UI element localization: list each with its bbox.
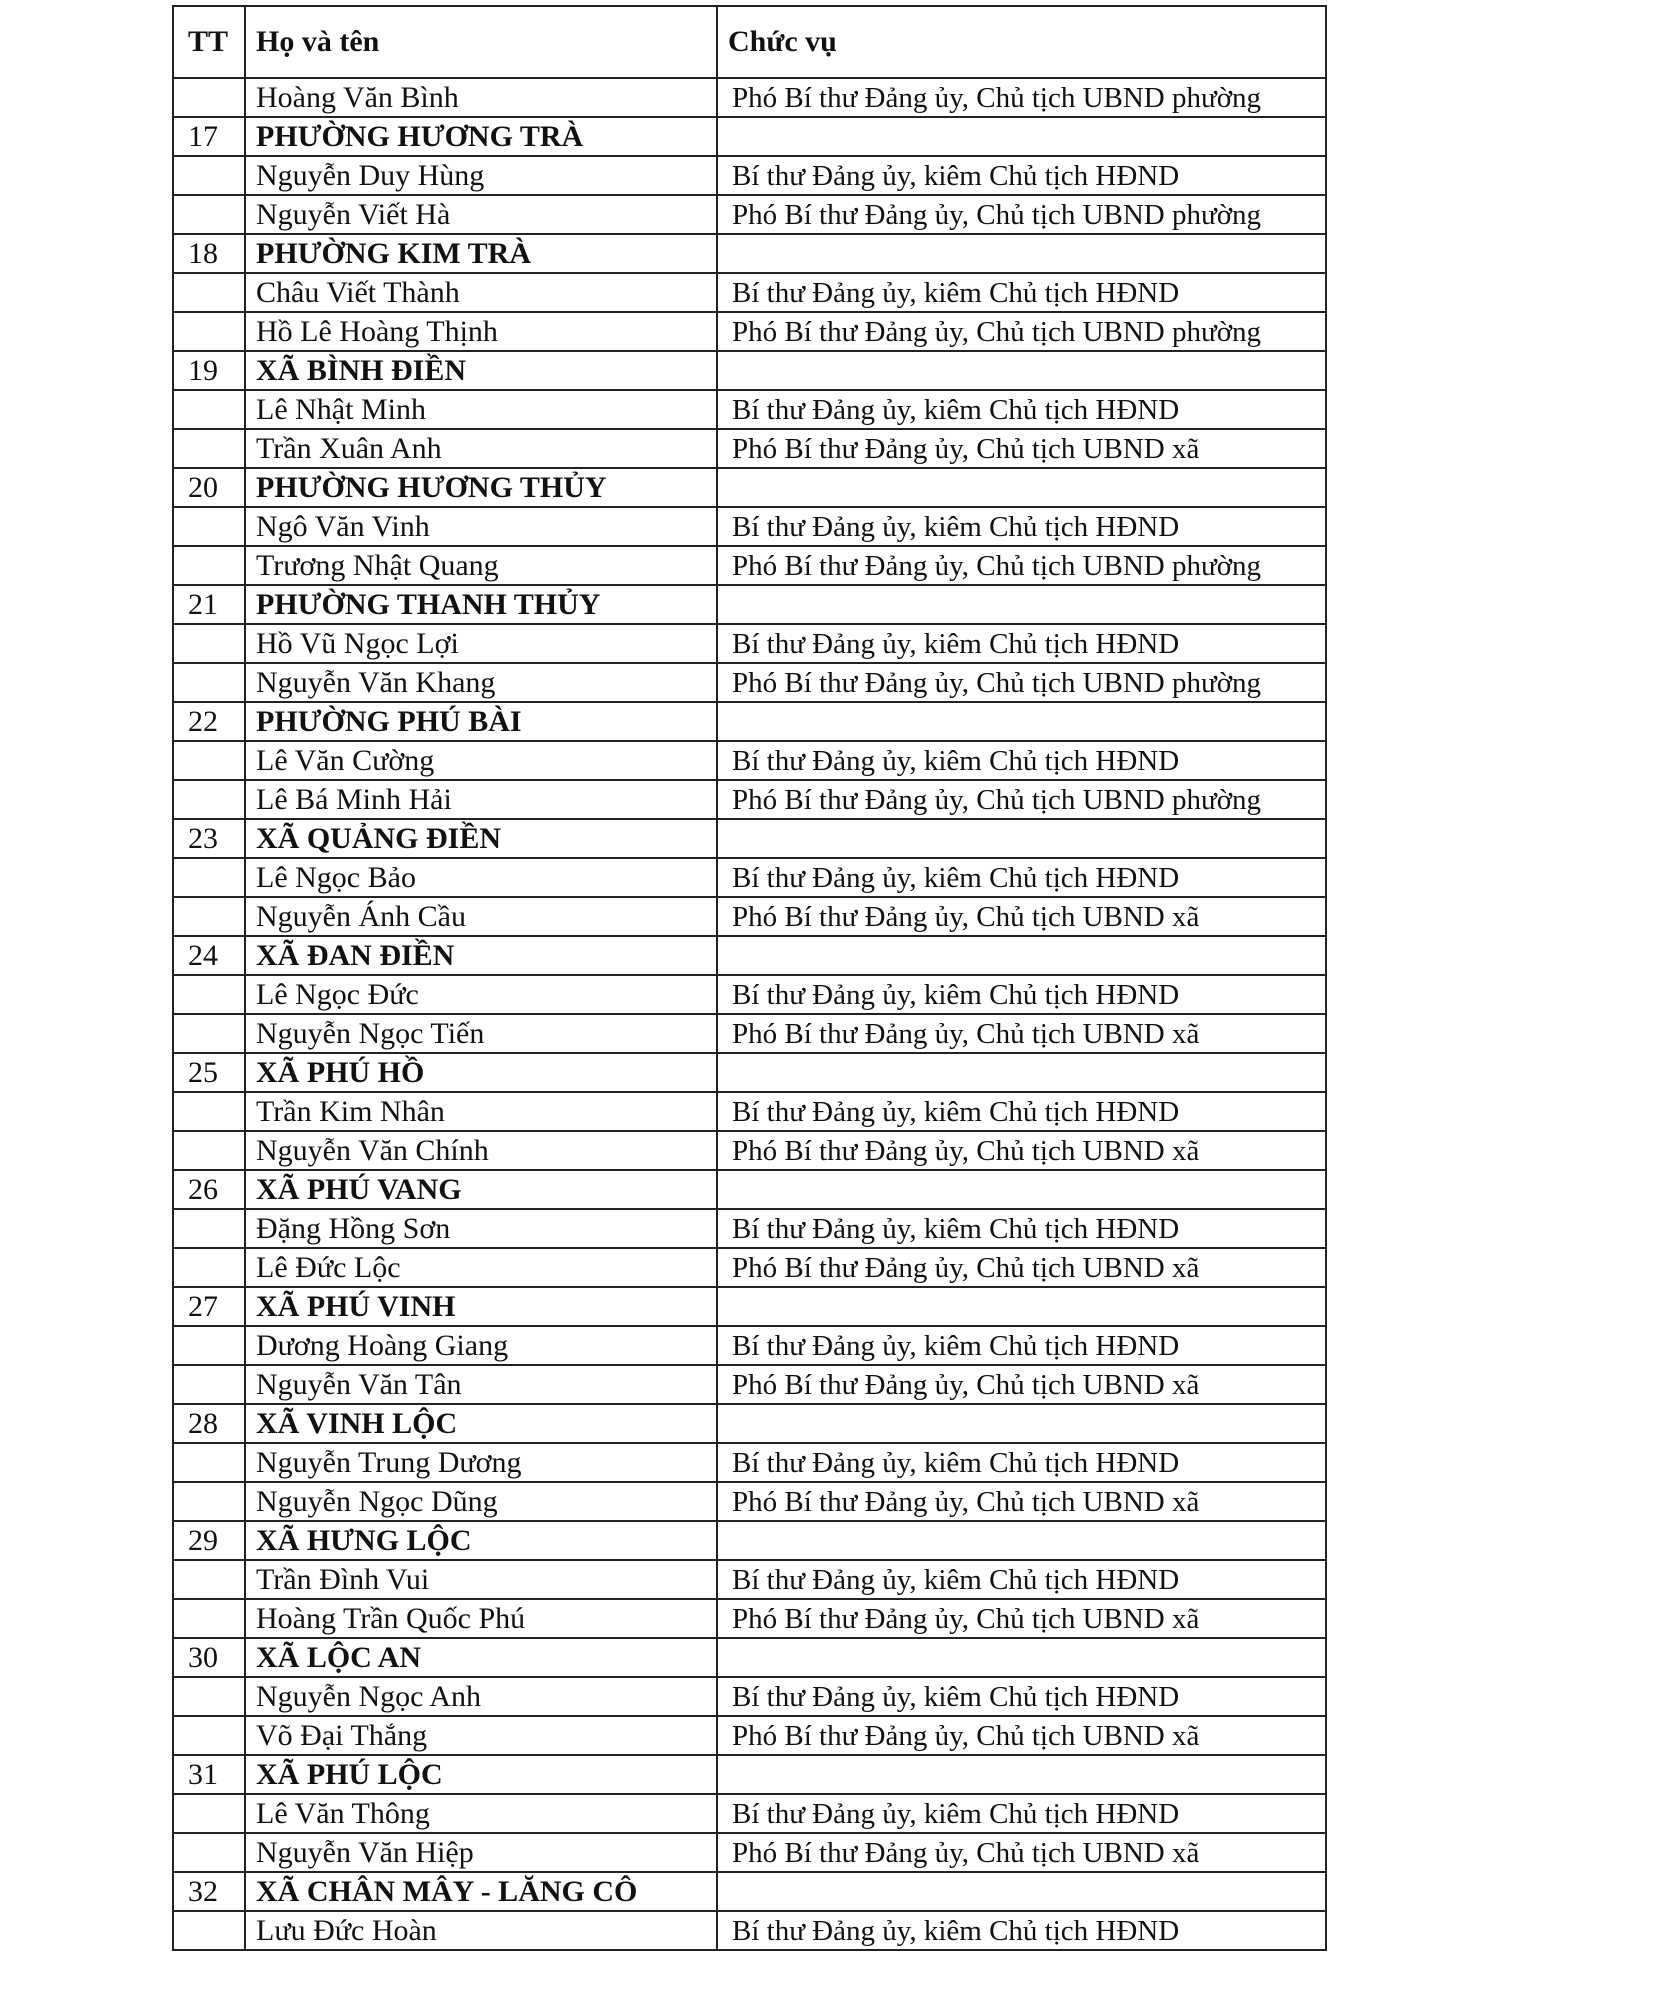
person-name: Lê Ngọc Bảo: [245, 858, 717, 897]
position-title: Phó Bí thư Đảng ủy, Chủ tịch UBND phường: [717, 780, 1326, 819]
unit-row: [173, 234, 1326, 273]
unit-name: PHƯỜNG HƯƠNG THỦY: [245, 468, 717, 507]
person-name: Nguyễn Văn Hiệp: [245, 1833, 717, 1872]
person-row: [173, 1209, 1326, 1248]
row-number: [173, 1716, 245, 1755]
position-title: Phó Bí thư Đảng ủy, Chủ tịch UBND xã: [717, 1482, 1326, 1521]
position-title: Phó Bí thư Đảng ủy, Chủ tịch UBND xã: [717, 1716, 1326, 1755]
position-title: Phó Bí thư Đảng ủy, Chủ tịch UBND xã: [717, 1833, 1326, 1872]
row-number: [173, 1794, 245, 1833]
row-number: [173, 546, 245, 585]
position-title: Phó Bí thư Đảng ủy, Chủ tịch UBND phường: [717, 312, 1326, 351]
person-name: Châu Viết Thành: [245, 273, 717, 312]
position-title: Bí thư Đảng ủy, kiêm Chủ tịch HĐND: [717, 1443, 1326, 1482]
person-row: [173, 1833, 1326, 1872]
position-title: [717, 1053, 1326, 1092]
person-name: Nguyễn Văn Tân: [245, 1365, 717, 1404]
person-name: Lê Văn Cường: [245, 741, 717, 780]
position-title: [717, 234, 1326, 273]
row-number: 28: [173, 1404, 245, 1443]
person-row: [173, 1911, 1326, 1950]
person-name: Võ Đại Thắng: [245, 1716, 717, 1755]
row-number: [173, 780, 245, 819]
personnel-table: [172, 5, 1327, 1951]
row-number: [173, 1560, 245, 1599]
unit-name: XÃ PHÚ HỒ: [245, 1053, 717, 1092]
row-number: [173, 975, 245, 1014]
person-row: [173, 1326, 1326, 1365]
unit-name: XÃ BÌNH ĐIỀN: [245, 351, 717, 390]
person-row: [173, 1092, 1326, 1131]
person-row: [173, 897, 1326, 936]
person-row: [173, 741, 1326, 780]
person-name: Nguyễn Trung Dương: [245, 1443, 717, 1482]
person-row: [173, 1248, 1326, 1287]
position-title: Phó Bí thư Đảng ủy, Chủ tịch UBND xã: [717, 1365, 1326, 1404]
person-name: Hồ Lê Hoàng Thịnh: [245, 312, 717, 351]
person-row: [173, 78, 1326, 117]
position-title: [717, 1638, 1326, 1677]
person-name: Trần Xuân Anh: [245, 429, 717, 468]
row-number: [173, 1365, 245, 1404]
row-number: 24: [173, 936, 245, 975]
position-title: [717, 702, 1326, 741]
header-name: Họ và tên: [245, 6, 717, 78]
unit-name: PHƯỜNG THANH THỦY: [245, 585, 717, 624]
person-row: [173, 1599, 1326, 1638]
person-row: [173, 273, 1326, 312]
person-name: Nguyễn Ngọc Dũng: [245, 1482, 717, 1521]
unit-row: [173, 351, 1326, 390]
person-name: Trương Nhật Quang: [245, 546, 717, 585]
position-title: Phó Bí thư Đảng ủy, Chủ tịch UBND phường: [717, 546, 1326, 585]
person-name: Dương Hoàng Giang: [245, 1326, 717, 1365]
row-number: 19: [173, 351, 245, 390]
position-title: Bí thư Đảng ủy, kiêm Chủ tịch HĐND: [717, 390, 1326, 429]
row-number: 23: [173, 819, 245, 858]
row-number: [173, 1209, 245, 1248]
unit-name: PHƯỜNG PHÚ BÀI: [245, 702, 717, 741]
unit-row: [173, 1872, 1326, 1911]
position-title: [717, 585, 1326, 624]
person-row: [173, 1131, 1326, 1170]
row-number: 17: [173, 117, 245, 156]
unit-row: [173, 936, 1326, 975]
position-title: Bí thư Đảng ủy, kiêm Chủ tịch HĐND: [717, 507, 1326, 546]
row-number: 18: [173, 234, 245, 273]
person-name: Hồ Vũ Ngọc Lợi: [245, 624, 717, 663]
row-number: 22: [173, 702, 245, 741]
person-name: Nguyễn Viết Hà: [245, 195, 717, 234]
unit-row: [173, 1521, 1326, 1560]
position-title: Phó Bí thư Đảng ủy, Chủ tịch UBND xã: [717, 429, 1326, 468]
position-title: [717, 351, 1326, 390]
person-name: Nguyễn Duy Hùng: [245, 156, 717, 195]
unit-name: XÃ ĐAN ĐIỀN: [245, 936, 717, 975]
person-row: [173, 156, 1326, 195]
person-name: Lê Nhật Minh: [245, 390, 717, 429]
person-row: [173, 663, 1326, 702]
row-number: [173, 507, 245, 546]
unit-row: [173, 1170, 1326, 1209]
position-title: Bí thư Đảng ủy, kiêm Chủ tịch HĐND: [717, 1794, 1326, 1833]
unit-row: [173, 1755, 1326, 1794]
person-row: [173, 429, 1326, 468]
position-title: Phó Bí thư Đảng ủy, Chủ tịch UBND xã: [717, 1014, 1326, 1053]
person-row: [173, 312, 1326, 351]
position-title: Phó Bí thư Đảng ủy, Chủ tịch UBND xã: [717, 1599, 1326, 1638]
row-number: 25: [173, 1053, 245, 1092]
person-row: [173, 195, 1326, 234]
person-row: [173, 1677, 1326, 1716]
position-title: Bí thư Đảng ủy, kiêm Chủ tịch HĐND: [717, 1560, 1326, 1599]
position-title: Bí thư Đảng ủy, kiêm Chủ tịch HĐND: [717, 1677, 1326, 1716]
row-number: [173, 1677, 245, 1716]
person-row: [173, 1482, 1326, 1521]
person-name: Nguyễn Ngọc Anh: [245, 1677, 717, 1716]
position-title: Bí thư Đảng ủy, kiêm Chủ tịch HĐND: [717, 975, 1326, 1014]
row-number: [173, 156, 245, 195]
position-title: [717, 1170, 1326, 1209]
person-row: [173, 1716, 1326, 1755]
position-title: [717, 1404, 1326, 1443]
row-number: [173, 1092, 245, 1131]
row-number: [173, 1599, 245, 1638]
unit-name: XÃ CHÂN MÂY - LĂNG CÔ: [245, 1872, 717, 1911]
row-number: 26: [173, 1170, 245, 1209]
person-row: [173, 1365, 1326, 1404]
table-header-row: [173, 6, 1326, 78]
row-number: [173, 858, 245, 897]
position-title: Bí thư Đảng ủy, kiêm Chủ tịch HĐND: [717, 273, 1326, 312]
unit-row: [173, 468, 1326, 507]
row-number: 21: [173, 585, 245, 624]
person-row: [173, 780, 1326, 819]
position-title: Bí thư Đảng ủy, kiêm Chủ tịch HĐND: [717, 156, 1326, 195]
row-number: [173, 1248, 245, 1287]
person-name: Trần Đình Vui: [245, 1560, 717, 1599]
row-number: [173, 624, 245, 663]
position-title: Bí thư Đảng ủy, kiêm Chủ tịch HĐND: [717, 624, 1326, 663]
position-title: Bí thư Đảng ủy, kiêm Chủ tịch HĐND: [717, 1326, 1326, 1365]
unit-name: XÃ PHÚ VANG: [245, 1170, 717, 1209]
person-name: Ngô Văn Vinh: [245, 507, 717, 546]
position-title: Phó Bí thư Đảng ủy, Chủ tịch UBND phường: [717, 195, 1326, 234]
person-row: [173, 1443, 1326, 1482]
person-name: Đặng Hồng Sơn: [245, 1209, 717, 1248]
person-row: [173, 1560, 1326, 1599]
header-tt: TT: [173, 6, 245, 78]
person-row: [173, 390, 1326, 429]
header-role: Chức vụ: [717, 6, 1326, 78]
position-title: Bí thư Đảng ủy, kiêm Chủ tịch HĐND: [717, 858, 1326, 897]
unit-name: PHƯỜNG KIM TRÀ: [245, 234, 717, 273]
unit-row: [173, 117, 1326, 156]
row-number: [173, 1014, 245, 1053]
person-row: [173, 624, 1326, 663]
row-number: [173, 429, 245, 468]
row-number: [173, 1443, 245, 1482]
unit-row: [173, 1638, 1326, 1677]
unit-name: XÃ PHÚ VINH: [245, 1287, 717, 1326]
row-number: 27: [173, 1287, 245, 1326]
table-body: [173, 78, 1326, 1950]
position-title: [717, 1287, 1326, 1326]
person-name: Lê Bá Minh Hải: [245, 780, 717, 819]
unit-name: XÃ LỘC AN: [245, 1638, 717, 1677]
person-name: Lê Ngọc Đức: [245, 975, 717, 1014]
person-name: Hoàng Văn Bình: [245, 78, 717, 117]
row-number: [173, 1131, 245, 1170]
unit-name: XÃ VINH LỘC: [245, 1404, 717, 1443]
row-number: [173, 78, 245, 117]
position-title: Phó Bí thư Đảng ủy, Chủ tịch UBND xã: [717, 897, 1326, 936]
position-title: [717, 1521, 1326, 1560]
unit-name: XÃ PHÚ LỘC: [245, 1755, 717, 1794]
position-title: Bí thư Đảng ủy, kiêm Chủ tịch HĐND: [717, 1092, 1326, 1131]
position-title: Bí thư Đảng ủy, kiêm Chủ tịch HĐND: [717, 741, 1326, 780]
row-number: [173, 1482, 245, 1521]
person-row: [173, 546, 1326, 585]
person-name: Nguyễn Ánh Cầu: [245, 897, 717, 936]
row-number: [173, 273, 245, 312]
row-number: 20: [173, 468, 245, 507]
unit-name: XÃ QUẢNG ĐIỀN: [245, 819, 717, 858]
unit-name: PHƯỜNG HƯƠNG TRÀ: [245, 117, 717, 156]
person-name: Lê Đức Lộc: [245, 1248, 717, 1287]
position-title: Phó Bí thư Đảng ủy, Chủ tịch UBND phường: [717, 663, 1326, 702]
position-title: [717, 117, 1326, 156]
row-number: [173, 741, 245, 780]
row-number: [173, 663, 245, 702]
unit-name: XÃ HƯNG LỘC: [245, 1521, 717, 1560]
position-title: [717, 1755, 1326, 1794]
row-number: [173, 897, 245, 936]
position-title: [717, 819, 1326, 858]
unit-row: [173, 1287, 1326, 1326]
row-number: [173, 1833, 245, 1872]
position-title: Bí thư Đảng ủy, kiêm Chủ tịch HĐND: [717, 1209, 1326, 1248]
person-row: [173, 1794, 1326, 1833]
person-name: Nguyễn Ngọc Tiến: [245, 1014, 717, 1053]
row-number: 29: [173, 1521, 245, 1560]
position-title: Phó Bí thư Đảng ủy, Chủ tịch UBND xã: [717, 1131, 1326, 1170]
unit-row: [173, 1404, 1326, 1443]
unit-row: [173, 1053, 1326, 1092]
row-number: [173, 390, 245, 429]
row-number: [173, 312, 245, 351]
person-name: Trần Kim Nhân: [245, 1092, 717, 1131]
person-row: [173, 507, 1326, 546]
person-row: [173, 975, 1326, 1014]
person-name: Hoàng Trần Quốc Phú: [245, 1599, 717, 1638]
row-number: [173, 195, 245, 234]
person-row: [173, 1014, 1326, 1053]
position-title: Phó Bí thư Đảng ủy, Chủ tịch UBND xã: [717, 1248, 1326, 1287]
unit-row: [173, 702, 1326, 741]
person-name: Nguyễn Văn Khang: [245, 663, 717, 702]
row-number: 30: [173, 1638, 245, 1677]
row-number: [173, 1326, 245, 1365]
position-title: [717, 936, 1326, 975]
position-title: [717, 468, 1326, 507]
unit-row: [173, 819, 1326, 858]
person-name: Lưu Đức Hoàn: [245, 1911, 717, 1950]
row-number: 31: [173, 1755, 245, 1794]
row-number: 32: [173, 1872, 245, 1911]
position-title: Phó Bí thư Đảng ủy, Chủ tịch UBND phường: [717, 78, 1326, 117]
row-number: [173, 1911, 245, 1950]
person-name: Lê Văn Thông: [245, 1794, 717, 1833]
position-title: [717, 1872, 1326, 1911]
person-name: Nguyễn Văn Chính: [245, 1131, 717, 1170]
unit-row: [173, 585, 1326, 624]
position-title: Bí thư Đảng ủy, kiêm Chủ tịch HĐND: [717, 1911, 1326, 1950]
person-row: [173, 858, 1326, 897]
